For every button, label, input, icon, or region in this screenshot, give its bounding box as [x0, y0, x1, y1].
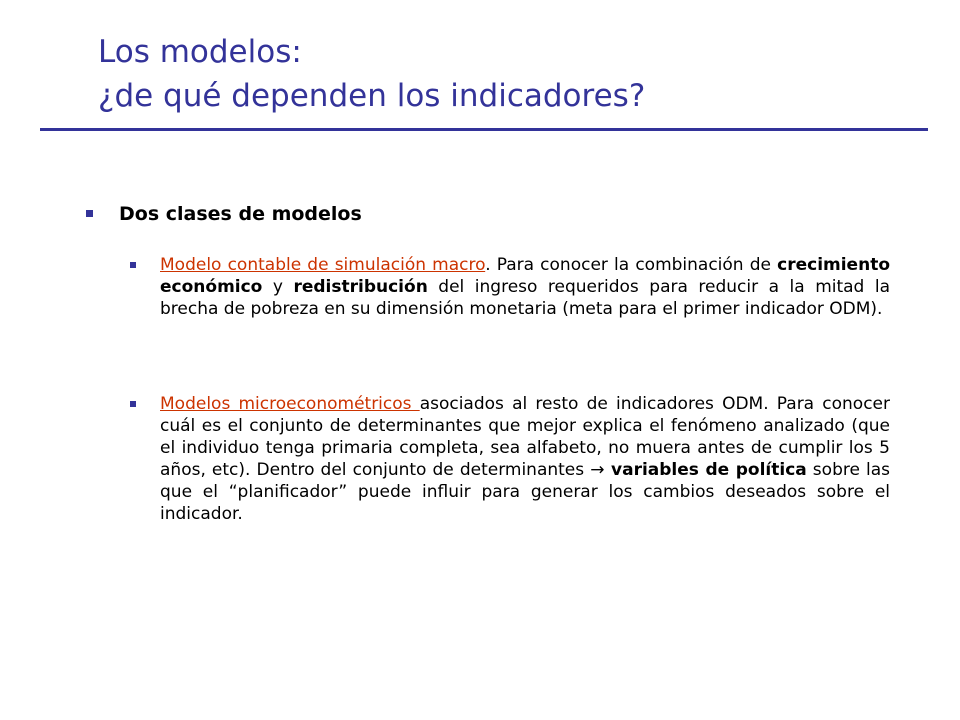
title-line-2: ¿de qué dependen los indicadores? [98, 78, 646, 114]
title-divider [40, 128, 928, 131]
square-bullet-icon [130, 262, 136, 268]
slide-title [98, 30, 645, 118]
bold-run: crecimiento económico [160, 255, 890, 297]
title-line-1: Los modelos: [98, 34, 302, 70]
text-run: . Para conocer la combinación de [485, 255, 778, 275]
text-run: asociados al resto de indicadores ODM. Para conocer cuál es el conjunto de determinantes que mejor explica el fenómeno analizado (que el individuo tenga primaria completa, sea alfabeto, no muera antes de cumplir los 5 años, etc). Dentro del conjunto de determinantes [160, 394, 890, 480]
square-bullet-icon [130, 401, 136, 407]
text-run: del ingreso requeridos para reducir a la mitad la brecha de pobreza en su dimensión monetaria (meta para el primer indicador ODM). [160, 277, 891, 319]
text-run: sobre las que el “planificador” puede influir para generar los cambios deseados sobre el indicador. [160, 460, 890, 524]
item-text [160, 393, 890, 525]
square-bullet-icon [86, 210, 93, 217]
micro-models-link[interactable]: Modelos microeconométricos [160, 394, 420, 414]
bold-run: redistribución [293, 277, 428, 297]
item-text [160, 254, 890, 320]
section-heading: Dos clases de modelos [119, 203, 362, 225]
arrow-icon: → [590, 460, 605, 480]
macro-model-link[interactable]: Modelo contable de simulación macro [160, 255, 486, 275]
list-item-micro-models [130, 393, 890, 525]
bold-run: variables de política [604, 460, 807, 480]
list-item-macro-model [130, 254, 890, 320]
text-run: y [262, 277, 294, 297]
